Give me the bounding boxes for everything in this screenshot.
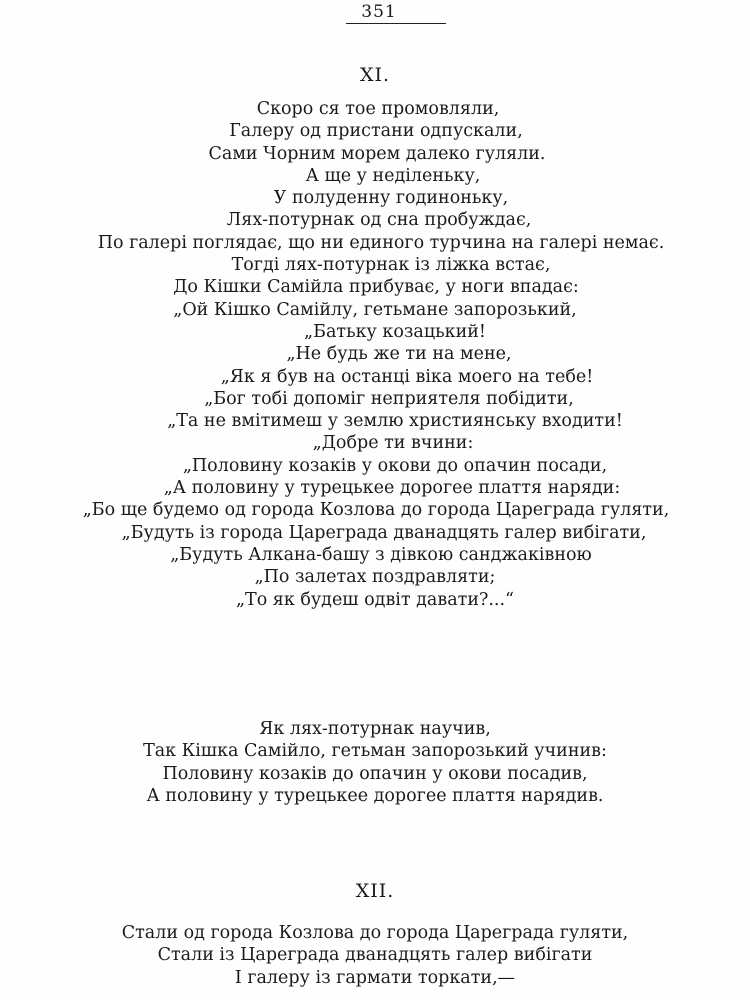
verse-line: „А половину у турецькее дорогее плаття наряди:: [163, 478, 621, 499]
verse-line: Тогді лях-потурнак із ліжка встає,: [231, 255, 551, 276]
verse-line: „Бо ще будемо од города Козлова до города Цареграда гуляти,: [82, 500, 670, 521]
verse-line: Стали із Цареграда дванадцять галер вибігати: [157, 945, 593, 966]
verse-line: „То як будеш одвіт давати?...“: [235, 589, 515, 610]
verse-line: Стали од города Козлова до города Цареграда гуляти,: [121, 923, 629, 943]
verse-line: „Як я був на останці віка моего на тебе!: [220, 366, 594, 387]
stanza-xii-1: [0, 922, 750, 989]
verse-line: „Будуть із города Цареграда дванадцять галер вибігати,: [121, 522, 647, 543]
verse-line: „Половину козаків у окови до опачин посади,: [182, 455, 608, 476]
verse-line: „Бог тобі допоміг неприятеля побідити,: [204, 388, 574, 409]
verse-line: А половину у турецькее дорогее плаття нарядив.: [146, 785, 604, 806]
stanza-xi-2: [0, 718, 750, 807]
verse-line: А ще у неділеньку,: [305, 165, 481, 186]
verse-line: „Будуть Алкана-башу з дівкою санджаківною: [170, 544, 592, 565]
verse-line: „Не будь же ти на мене,: [286, 344, 512, 365]
verse-line: Як лях-потурнак научив,: [259, 719, 491, 739]
header-rule: [346, 23, 446, 24]
verse-line: Скоро ся тое промовляли,: [256, 99, 500, 119]
verse-line: Сами Чорним морем далеко гуляли.: [208, 143, 546, 164]
verse-line: До Кішки Самійла прибуває, у ноги впадає:: [173, 277, 579, 298]
verse-line: І галеру із гармати торкати,—: [234, 967, 516, 988]
section-heading-xi: XI.: [359, 64, 391, 86]
verse-line: „Та не вмітимеш у землю християнську входити!: [167, 411, 623, 432]
verse-line: У полуденну годиноньку,: [273, 188, 509, 209]
verse-line: По галері поглядає, що ни единого турчина на галері немає.: [97, 232, 665, 253]
stanza-xi-1: [0, 98, 750, 611]
verse-line: Галеру од пристани одпускали,: [229, 121, 523, 142]
verse-line: Половину козаків до опачин у окови посадив,: [162, 763, 588, 784]
section-heading-xii: XII.: [355, 880, 395, 902]
verse-line: „Добре ти вчини:: [312, 433, 474, 454]
verse-line: „Батьку козацький!: [304, 321, 486, 342]
verse-line: Так Кішка Самійло, гетьман запорозький учинив:: [143, 741, 607, 762]
page-number: [0, 2, 750, 22]
verse-line: „По залетах поздравляти;: [254, 567, 496, 588]
verse-line: „Ой Кішко Самійлу, гетьмане запорозький,: [173, 299, 577, 320]
page-number-text: 351: [361, 2, 397, 22]
verse-line: Лях-потурнак од сна пробуждає,: [226, 210, 532, 231]
